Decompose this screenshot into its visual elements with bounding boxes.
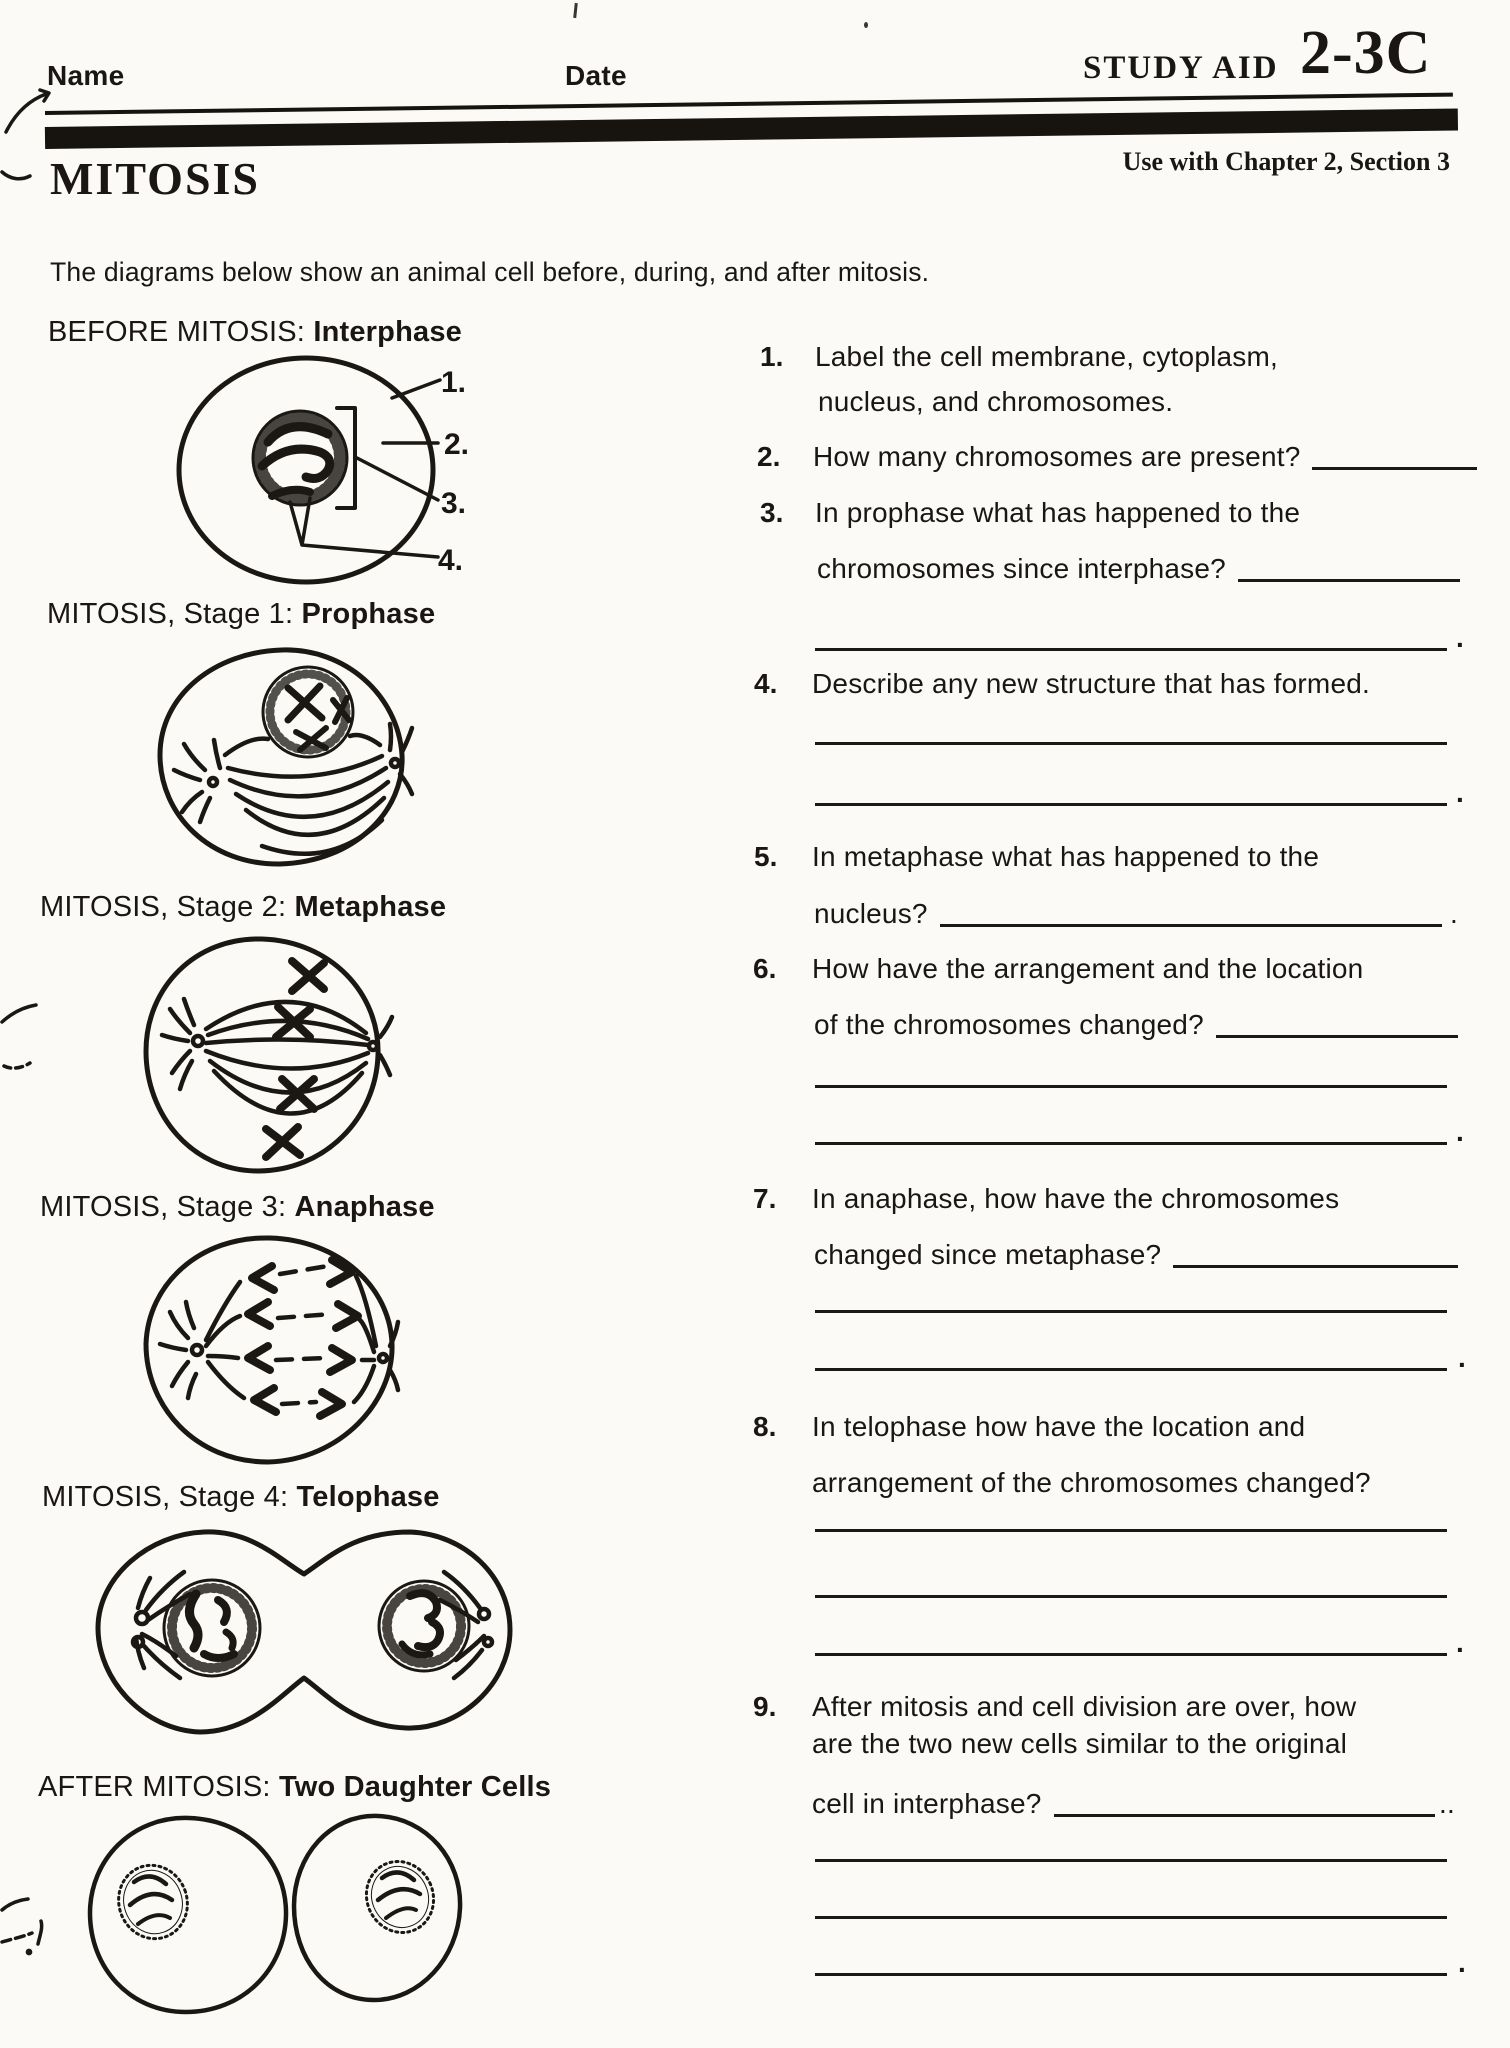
stage-name: Telophase [296, 1481, 440, 1513]
scan-speck [573, 3, 578, 18]
chromosomes [266, 961, 324, 1157]
nucleus-right [379, 1581, 469, 1671]
answer-line [815, 1973, 1447, 1976]
study-aid-code: 2-3C [1300, 19, 1432, 87]
chromosome [189, 1594, 198, 1648]
pen-mark [4, 1063, 30, 1068]
question-9-text: are the two new cells similar to the original [812, 1728, 1348, 1759]
stage-heading-metaphase [40, 891, 446, 924]
nucleus [253, 411, 347, 505]
question-9-text: After mitosis and cell division are over, how [812, 1691, 1357, 1722]
aster-left [133, 1572, 190, 1678]
nucleus [263, 667, 353, 757]
chromosome [288, 686, 322, 720]
chromosome [262, 449, 330, 478]
question-4-text: Describe any new structure that has formed. [812, 668, 1370, 699]
answer-line [815, 803, 1447, 806]
question-8-text: arrangement of the chromosomes changed? [812, 1467, 1371, 1498]
diagram-label-2: 2. [444, 428, 470, 461]
question-3-row [817, 553, 1460, 585]
line-end-dots: .. [1439, 1788, 1455, 1819]
answer-line [815, 648, 1447, 651]
stage-heading-telophase [42, 1481, 440, 1514]
answer-line [815, 1368, 1447, 1371]
question-6-number: 6. [753, 953, 777, 984]
answer-blank [1054, 1808, 1436, 1817]
answer-line [815, 1142, 1447, 1145]
aster-left [174, 740, 220, 822]
question-3-text: In prophase what has happened to the [815, 497, 1301, 528]
cell-membrane [98, 1532, 510, 1732]
name-label: Name [47, 60, 125, 91]
margin-pen-marks [0, 0, 70, 2048]
question-6-text: of the chromosomes changed? [814, 1009, 1204, 1040]
answer-line [815, 1859, 1447, 1862]
chromosomes-left [248, 1266, 276, 1412]
cell-membrane [179, 358, 433, 582]
question-1-text: nucleus, and chromosomes. [818, 386, 1174, 417]
question-5-number: 5. [754, 841, 778, 872]
telophase-diagram [92, 1526, 517, 1741]
header-thick-bar [45, 109, 1458, 149]
question-4-number: 4. [754, 668, 778, 699]
daughter-cell-right [294, 1816, 460, 2000]
pen-mark [2, 1005, 36, 1022]
question-6-row [814, 1009, 1458, 1041]
question-3-text: chromosomes since interphase? [817, 553, 1226, 584]
line-end-period: . [1450, 898, 1458, 929]
stage-prefix: MITOSIS, Stage 4: [42, 1481, 289, 1513]
chromosome [226, 1632, 233, 1648]
question-2-number: 2. [757, 441, 781, 472]
answer-blank [1216, 1029, 1458, 1038]
pen-mark [2, 172, 30, 179]
question-2-row [813, 441, 1477, 473]
answer-blank [1173, 1259, 1458, 1268]
question-1-text: Label the cell membrane, cytoplasm, [815, 341, 1278, 372]
cell-membrane [90, 1818, 286, 2012]
pen-mark [2, 1899, 28, 1910]
question-5-row [814, 898, 1458, 930]
line-end-period: . [1458, 1342, 1466, 1373]
question-9-number: 9. [753, 1691, 777, 1722]
stage-heading-prophase [47, 598, 435, 631]
aster-left [160, 1302, 202, 1398]
answer-blank [1312, 461, 1477, 470]
question-9-row [812, 1788, 1455, 1820]
stage-prefix: MITOSIS, Stage 2: [40, 891, 287, 923]
answer-line [815, 1085, 1447, 1088]
line-end-period: . [1456, 1116, 1464, 1147]
scan-speck [864, 22, 868, 28]
question-8-text: In telophase how have the location and [812, 1411, 1306, 1442]
stage-name: Metaphase [294, 891, 447, 923]
chromosome [218, 1600, 227, 1622]
use-with-note: Use with Chapter 2, Section 3 [1122, 147, 1450, 176]
study-aid-label: STUDY AID [1083, 50, 1279, 86]
spindle-fibers [206, 1266, 376, 1404]
stage-name: Interphase [313, 316, 462, 348]
stage-prefix: AFTER MITOSIS: [38, 1771, 271, 1803]
pen-mark [2, 1933, 32, 1942]
stage-name: Prophase [301, 598, 436, 630]
date-label: Date [565, 60, 627, 91]
diagram-label-1: 1. [441, 366, 467, 399]
question-7-text: In anaphase, how have the chromosomes [812, 1183, 1340, 1214]
aster-left [162, 999, 203, 1089]
line-end-period: . [1456, 777, 1464, 808]
chromosome [204, 1654, 234, 1658]
leader-lines [290, 380, 440, 557]
page-title: MITOSIS [50, 153, 261, 204]
answer-line [815, 1653, 1447, 1656]
chromosome [410, 1593, 437, 1618]
metaphase-diagram [140, 933, 395, 1180]
answer-blank [940, 918, 1442, 927]
pen-mark [38, 1921, 42, 1944]
question-5-text: nucleus? [814, 898, 928, 929]
diagram-label-4: 4. [438, 544, 464, 577]
nucleus [115, 1862, 191, 1942]
daughter-cells-diagram [72, 1810, 472, 2022]
question-1-number: 1. [760, 341, 784, 372]
stage-heading-daughter-cells [38, 1771, 551, 1804]
daughter-cell-left [90, 1818, 286, 2012]
stage-prefix: MITOSIS, Stage 1: [47, 598, 294, 630]
chromosomes-right [320, 1260, 358, 1416]
answer-line [815, 1916, 1447, 1919]
pen-mark [27, 1950, 30, 1953]
question-7-number: 7. [753, 1183, 777, 1214]
anaphase-diagram [140, 1234, 405, 1469]
stage-heading-anaphase [40, 1191, 435, 1224]
answer-line [815, 1529, 1447, 1532]
question-5-text: In metaphase what has happened to the [812, 841, 1320, 872]
stage-name: Two Daughter Cells [278, 1771, 552, 1803]
question-6-text: How have the arrangement and the location [812, 953, 1364, 984]
answer-blank [1238, 573, 1460, 582]
nucleus [362, 1857, 439, 1937]
line-end-period: . [1456, 1627, 1464, 1658]
answer-line [815, 1595, 1447, 1598]
answer-line [815, 742, 1447, 745]
question-7-row [814, 1239, 1458, 1271]
intro-text: The diagrams below show an animal cell before, during, and after mitosis. [50, 257, 930, 287]
stage-prefix: MITOSIS, Stage 3: [40, 1191, 287, 1223]
stage-prefix: BEFORE MITOSIS: [48, 316, 306, 348]
nucleus-left [164, 1580, 260, 1676]
cell-membrane [294, 1816, 460, 2000]
stage-name: Anaphase [294, 1191, 435, 1223]
question-3-number: 3. [760, 497, 784, 528]
prophase-diagram [150, 640, 415, 875]
question-2-text: How many chromosomes are present? [813, 441, 1301, 472]
cell-membrane [146, 939, 378, 1171]
answer-line [815, 1310, 1447, 1313]
diagram-label-3: 3. [441, 487, 467, 520]
chromosome [268, 427, 328, 442]
line-end-period: . [1456, 622, 1464, 653]
stage-heading-interphase [48, 316, 462, 349]
chromosome [418, 1622, 440, 1647]
question-9-text: cell in interphase? [812, 1788, 1042, 1819]
question-7-text: changed since metaphase? [814, 1239, 1162, 1270]
question-8-number: 8. [753, 1411, 777, 1442]
pen-mark [6, 94, 46, 132]
line-end-period: . [1458, 1947, 1466, 1978]
